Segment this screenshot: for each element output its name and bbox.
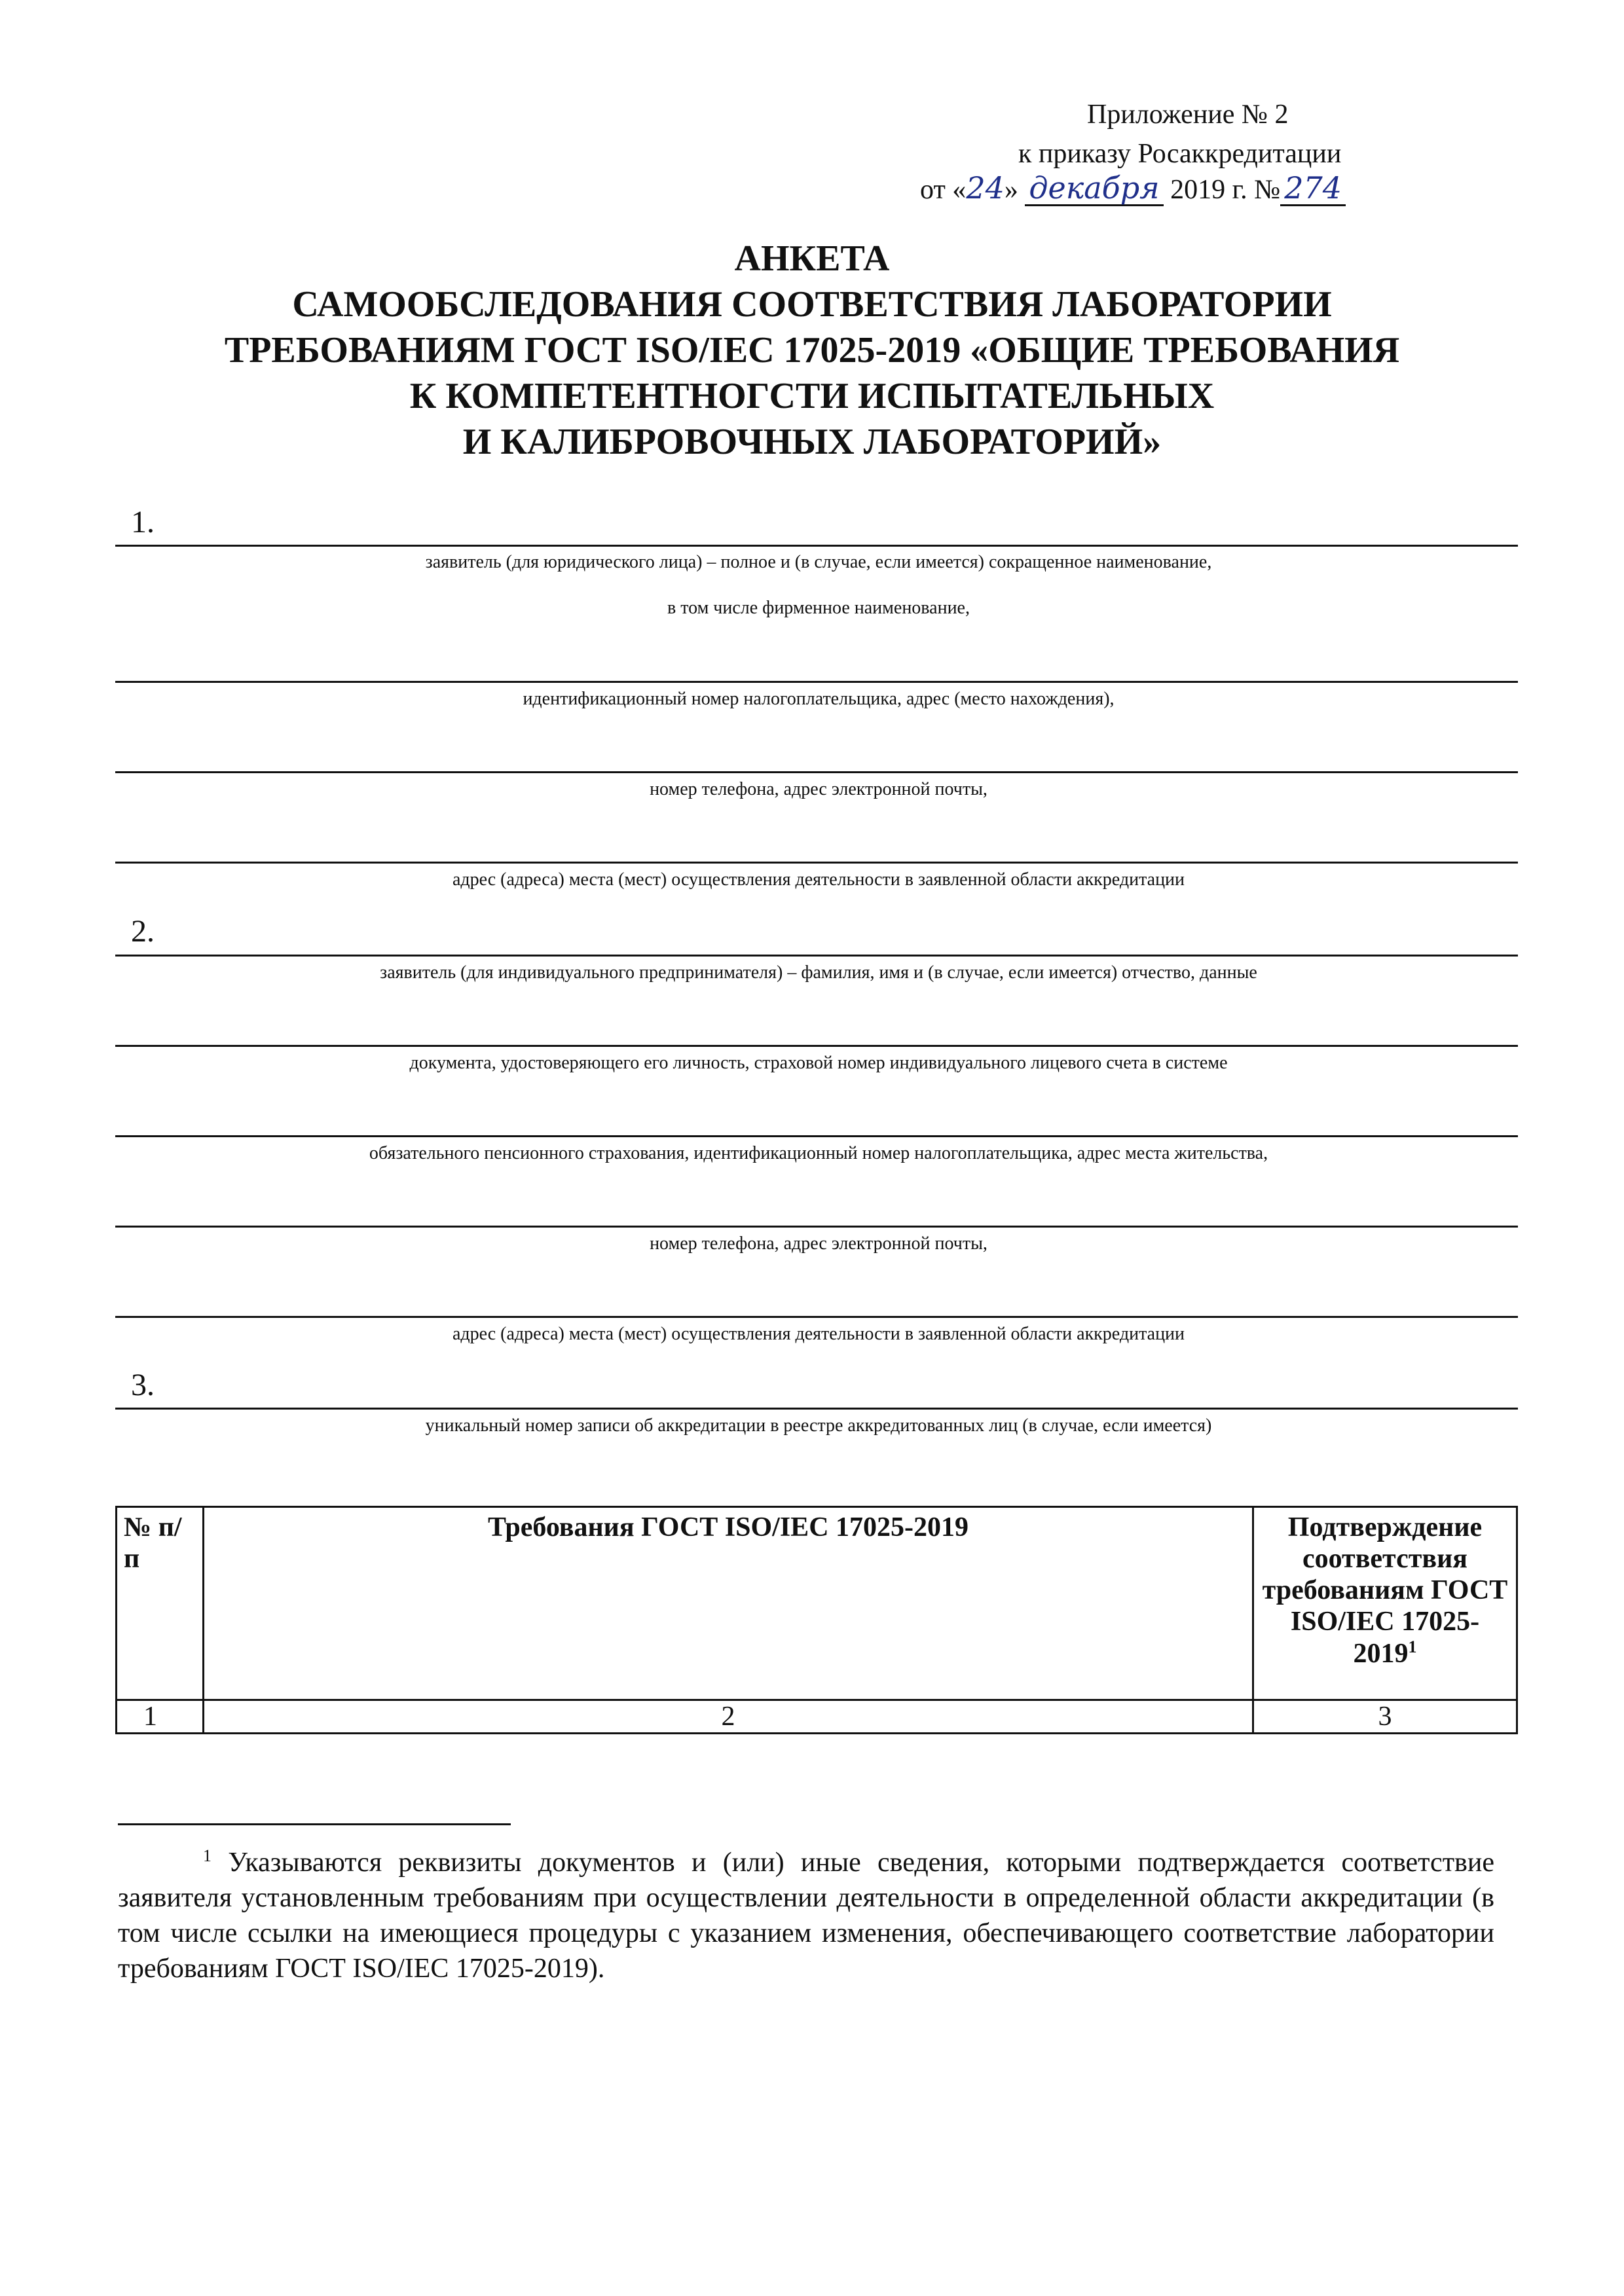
footnote-separator: [118, 1823, 511, 1825]
section-1-field-1[interactable]: [115, 545, 1518, 547]
section-3-number: 3.: [131, 1368, 155, 1402]
section-2-caption-5: адрес (адреса) места (мест) осуществления деятельности в заявленной области аккредитации: [452, 1324, 1185, 1344]
footnote-mark: 1: [203, 1846, 212, 1865]
section-2-field-5[interactable]: [115, 1316, 1518, 1318]
header-cell-requirements: Требования ГОСТ ISO/IEC 17025-2019: [204, 1507, 1253, 1700]
header-cell-number: № п/п: [117, 1507, 204, 1700]
footnote-ref-mark: 1: [1408, 1637, 1417, 1656]
section-2-field-3[interactable]: [115, 1135, 1518, 1137]
title-line-3: ТРЕБОВАНИЯМ ГОСТ ISO/IEC 17025-2019 «ОБЩИЕ ТРЕБОВАНИЯ: [224, 330, 1400, 371]
section-2-field-1[interactable]: [115, 955, 1518, 957]
order-reference: к приказу Росаккредитации: [1018, 139, 1342, 169]
section-3-caption-1: уникальный номер записи об аккредитации в реестре аккредитованных лиц (в случае, если имеется): [425, 1415, 1212, 1436]
section-2-caption-3: обязательного пенсионного страхования, идентификационный номер налогоплательщика, адрес места жительства,: [369, 1143, 1268, 1163]
requirements-table: [115, 1506, 1518, 1734]
section-3-field-1[interactable]: [115, 1408, 1518, 1410]
date-prefix: от «: [920, 175, 967, 205]
title-line-1: АНКЕТА: [734, 238, 890, 279]
footnote: [118, 1838, 1494, 1986]
section-2-caption-4: номер телефона, адрес электронной почты,: [650, 1233, 987, 1254]
date-mid: »: [1004, 175, 1018, 205]
numbering-cell-3: 3: [1253, 1700, 1517, 1734]
section-2-caption-2: документа, удостоверяющего его личность, страховой номер индивидуального лицевого счета в системе: [409, 1053, 1228, 1073]
footnote-text: Указываются реквизиты документов и (или) иные сведения, которыми подтверждается соответствие заявителя установленным требованиям при осуществлении деятельности в определенной области аккредитации (в том числе ссылки на имеющиеся процедуры с указанием изменения, обеспечивающего соответствие лаборатории требованиям ГОСТ ISO/IEC 17025-2019).: [118, 1848, 1494, 1984]
section-1-caption-2: идентификационный номер налогоплательщика, адрес (место нахождения),: [523, 689, 1115, 709]
order-number: 274: [1280, 172, 1346, 206]
section-2-field-4[interactable]: [115, 1226, 1518, 1228]
section-1-caption-4: адрес (адреса) места (мест) осуществления деятельности в заявленной области аккредитации: [452, 869, 1185, 890]
document-title: [0, 236, 1624, 465]
header-confirmation-text: Подтверждение соответствия требованиям ГОСТ ISO/IEC 17025-2019: [1262, 1512, 1508, 1669]
section-2-caption-1: заявитель (для индивидуального предпринимателя) – фамилия, имя и (в случае, если имеется) отчество, данные: [380, 962, 1257, 983]
section-1-field-4[interactable]: [115, 862, 1518, 864]
section-1-caption-1b: в том числе фирменное наименование,: [667, 598, 970, 618]
section-1-caption-1: заявитель (для юридического лица) – полное и (в случае, если имеется) сокращенное наименование,: [425, 552, 1212, 572]
date-month: декабря: [1025, 172, 1163, 206]
title-line-4: К КОМПЕТЕНТНОГСТИ ИСПЫТАТЕЛЬНЫХ: [409, 376, 1215, 416]
table-numbering-row: [117, 1700, 1517, 1734]
section-1-number: 1.: [131, 505, 155, 539]
table-header-row: [117, 1507, 1517, 1700]
title-line-5: И КАЛИБРОВОЧНЫХ ЛАБОРАТОРИЙ»: [462, 422, 1162, 462]
section-2-number: 2.: [131, 914, 155, 949]
order-date-line: [920, 172, 1346, 206]
section-2-field-2[interactable]: [115, 1045, 1518, 1047]
number-prefix: №: [1254, 175, 1281, 205]
appendix-label: Приложение № 2: [1087, 100, 1289, 130]
date-day: 24: [966, 170, 1005, 206]
section-1-field-2[interactable]: [115, 681, 1518, 683]
numbering-cell-1: 1: [117, 1700, 204, 1734]
numbering-cell-2: 2: [204, 1700, 1253, 1734]
header-cell-confirmation: [1253, 1507, 1517, 1700]
section-1-field-3[interactable]: [115, 771, 1518, 773]
section-1-caption-3: номер телефона, адрес электронной почты,: [650, 779, 987, 799]
date-year: 2019 г.: [1170, 175, 1247, 205]
title-line-2: САМООБСЛЕДОВАНИЯ СООТВЕТСТВИЯ ЛАБОРАТОРИИ: [292, 284, 1332, 325]
